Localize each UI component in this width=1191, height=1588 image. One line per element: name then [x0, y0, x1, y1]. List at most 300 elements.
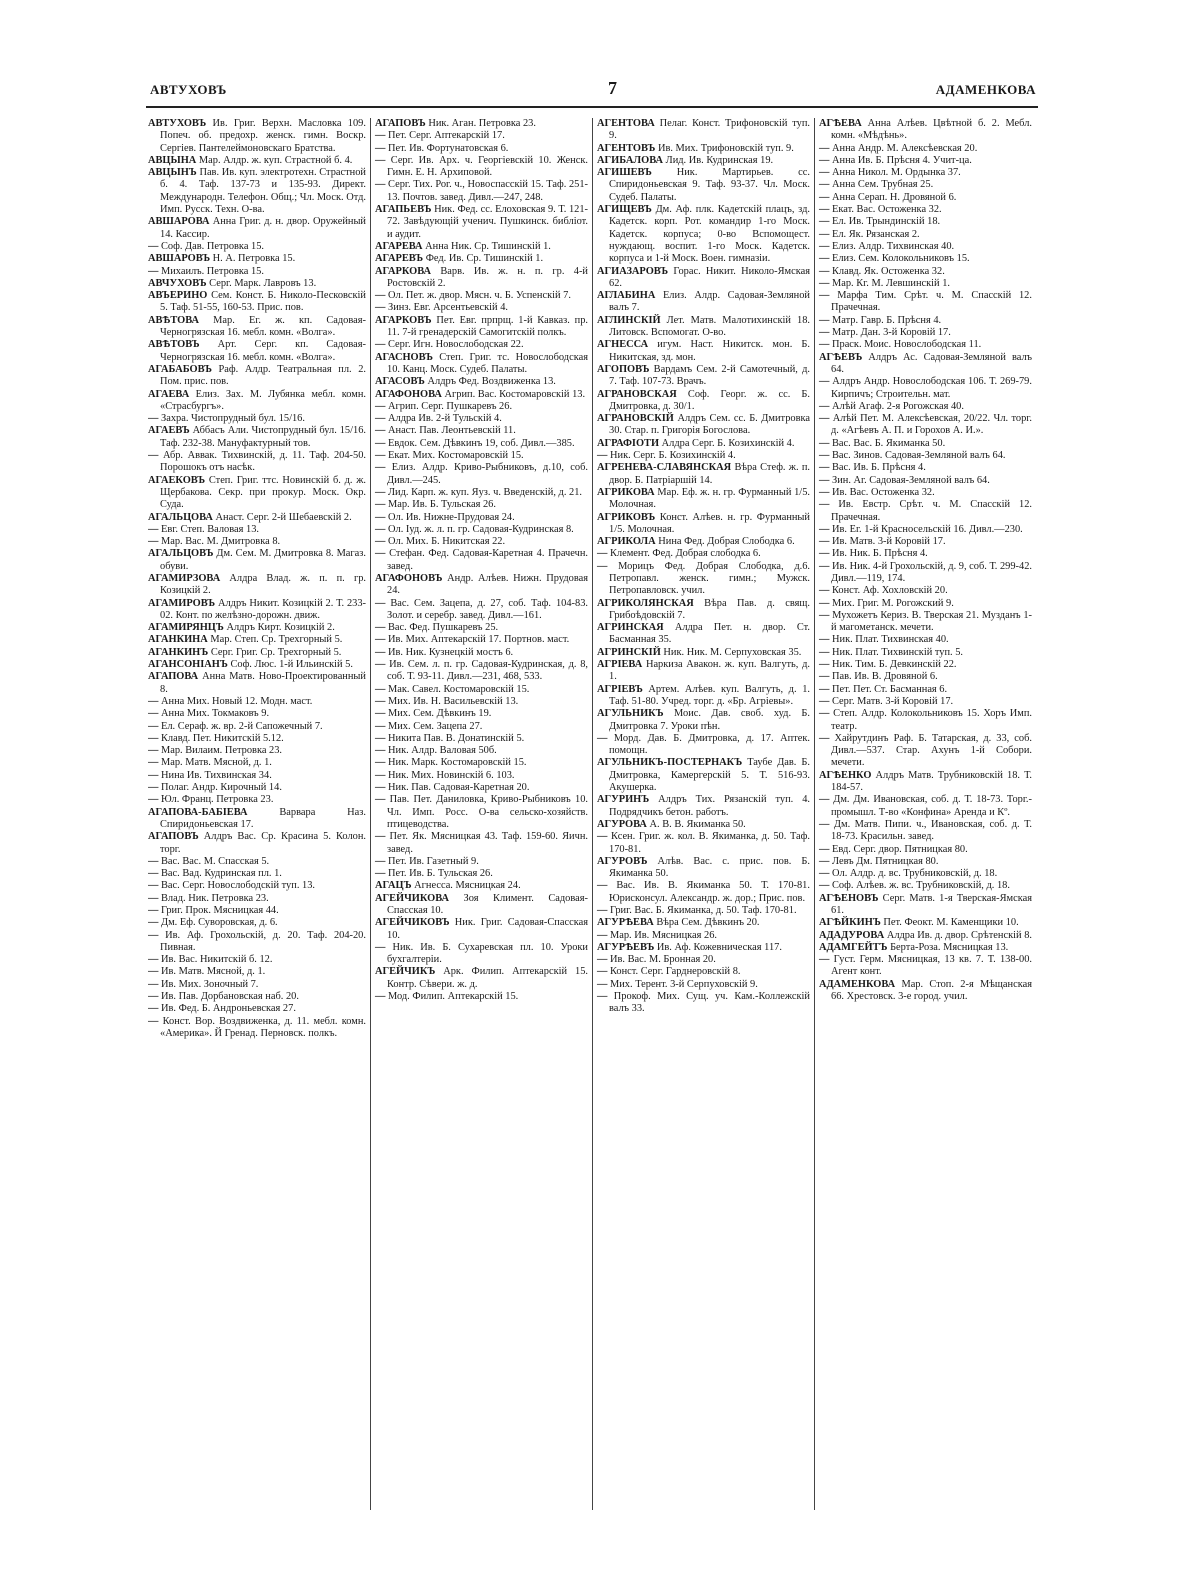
entry-heading: — — [819, 855, 830, 867]
directory-entry — [148, 721, 366, 733]
directory-entry — [375, 733, 588, 745]
directory-entry — [597, 413, 810, 438]
entry-text: Алдра Влад. ж. п. п. гр. Козицкій 2. — [160, 572, 366, 597]
directory-entry — [819, 229, 1032, 241]
directory-entry — [148, 339, 366, 364]
directory-entry — [148, 930, 366, 955]
entry-heading: — — [819, 462, 830, 474]
entry-heading: АГАЕВЪ — [148, 425, 190, 437]
directory-entry — [597, 155, 810, 167]
directory-entry — [148, 708, 366, 720]
entry-text: Вѣра Сем. Дѣвкинъ 20. — [656, 917, 760, 929]
entry-heading: — — [375, 486, 386, 498]
entry-heading: — — [375, 868, 386, 880]
header-last-entry: АДАМЕНКОВА — [935, 82, 1036, 97]
entry-text: Вас. Вас. М. Спасская 5. — [161, 855, 270, 867]
entry-text: Марфа Тим. Срѣт. ч. М. Спасскій 12. Прачечная. — [831, 290, 1032, 314]
entry-heading: АГУРѢЕВЪ — [597, 941, 655, 953]
entry-text: Ник. Аган. Петровка 23. — [428, 118, 536, 129]
entry-text: Мих. Ив. Н. Васильевскій 13. — [388, 695, 519, 707]
entry-text: Серг. Матв. 1-я Тверская-Ямская 61. — [831, 892, 1032, 916]
directory-entry — [819, 548, 1032, 560]
entry-text: Вас. Вад. Кудринская пл. 1. — [161, 868, 282, 880]
entry-heading: АГЕЙЧИКЪ — [375, 966, 436, 978]
entry-text: Вардамъ Сем. 2-й Самотечный, д. 7. Таф. 107-73. Врачъ. — [609, 363, 810, 388]
entry-heading: АГРИКОВЪ — [597, 511, 656, 523]
page-number: 7 — [608, 78, 617, 98]
entry-text: Мар. Ив. Мясницкая 26. — [610, 929, 718, 941]
directory-entry — [375, 241, 588, 253]
entry-text: Пет. Евг. прпрщ. 1-й Кавказ. пр. 11. 7-й гренадерскій Самогитскій полкъ. — [387, 314, 588, 339]
entry-text: Евг. Степ. Валовая 13. — [161, 523, 259, 535]
entry-heading: АГИШЕВЪ — [597, 167, 652, 179]
entry-text: Дм. Еф. Суворовская, д. 6. — [161, 917, 278, 929]
directory-entry — [148, 155, 366, 167]
entry-heading: АВЧУХОВЪ — [148, 277, 207, 289]
entry-text: Зинз. Евг. Арсентьевскій 4. — [388, 302, 509, 314]
entry-text: Алѣй Пет. М. Алексѣевская, 20/22. Чл. торг. д. «Агѣевъ А. П. и Горохов А. И.». — [831, 413, 1032, 437]
entry-text: Анаст. Пав. Леонтьевскій 11. — [388, 425, 516, 437]
entry-text: Мих. Сем. Зацепа 27. — [388, 720, 483, 732]
directory-entry — [375, 991, 588, 1003]
directory-entry — [148, 696, 366, 708]
entry-heading: — — [148, 450, 159, 462]
entry-text: Дм. Матв. Пипи. ч., Ивановская, соб. д. Т. 18-73. Красильн. завед. — [831, 818, 1032, 843]
entry-text: А. В. В. Якиманка 50. — [649, 818, 746, 830]
directory-entry — [375, 438, 588, 450]
directory-entry — [819, 204, 1032, 216]
entry-text: Серг. Григ. Ср. Трехгорный 5. — [210, 646, 342, 658]
entry-heading: АГАРКОВА — [375, 265, 431, 277]
directory-entry — [819, 315, 1032, 327]
entry-heading: АГЛИНСКІЙ — [597, 314, 661, 326]
entry-heading: АГАНСОНІАНЪ — [148, 659, 228, 671]
entry-heading: — — [148, 905, 159, 916]
entry-text: Алдръ Никит. Козицкій 2. Т. 233-02. Конт. по желѣзно-дорожн. движ. — [160, 597, 366, 621]
entry-heading: АГѢЕВЪ — [819, 351, 863, 363]
entry-text: Серг. Марк. Лавровъ 13. — [209, 277, 317, 289]
directory-entry — [597, 438, 810, 450]
entry-text: Варв. Ив. ж. н. п. гр. 4-й Ростовскій 2. — [387, 265, 588, 289]
entry-heading: — — [148, 794, 159, 806]
directory-entry — [819, 278, 1032, 290]
entry-text: Ник. Плат. Тихвинская 40. — [832, 634, 949, 646]
columns — [148, 118, 1038, 1510]
directory-entry — [597, 487, 810, 512]
directory-entry — [597, 204, 810, 265]
entry-heading: — — [597, 880, 608, 892]
entry-text: Анна Матв. Ново-Проектированный 8. — [160, 671, 366, 695]
entry-text: Мар. Ив. Б. Тульская 26. — [388, 499, 496, 511]
entry-text: Мар. Ег. ж. кп. Садовая-Черногрязская 16. мебл. комн. «Волга». — [160, 314, 366, 339]
directory-entry — [819, 339, 1032, 351]
directory-entry — [597, 364, 810, 389]
directory-entry — [819, 561, 1032, 586]
directory-entry — [148, 364, 366, 389]
directory-entry — [819, 487, 1032, 499]
directory-entry — [375, 339, 588, 351]
entry-text: Ив. Вас. М. Бронная 20. — [610, 954, 716, 966]
entry-text: Нина Фед. Добрая Слободка 6. — [658, 536, 795, 548]
entry-heading: — — [375, 536, 386, 548]
entry-heading: — — [148, 745, 159, 757]
directory-entry — [597, 942, 810, 954]
directory-entry — [148, 659, 366, 671]
directory-entry — [148, 413, 366, 425]
directory-entry — [597, 561, 810, 598]
directory-entry — [819, 143, 1032, 155]
entry-text: Ол. Іуд. ж. л. п. гр. Садовая-Кудринская 8. — [388, 523, 574, 535]
directory-entry — [148, 807, 366, 832]
entry-text: Стефан. Фед. Садовая-Каретная 4. Прачечн. завед. — [387, 548, 588, 572]
directory-entry — [597, 118, 810, 143]
entry-heading: — — [375, 597, 386, 609]
directory-entry — [819, 942, 1032, 954]
entry-heading: — — [819, 609, 830, 621]
directory-entry — [819, 438, 1032, 450]
entry-heading: — — [819, 646, 830, 658]
directory-entry — [819, 376, 1032, 401]
entry-text: Никита Пав. В. Донатинскій 5. — [388, 732, 525, 744]
entry-text: Соф. Дав. Петровка 15. — [161, 240, 265, 252]
entry-heading: АГРИКОВА — [597, 486, 655, 498]
entry-heading: АГАЕКОВЪ — [148, 474, 206, 486]
entry-text: Степ. Григ. ттс. Новинскій б. д. ж. Щербакова. Секр. при прокур. Моск. Окр. Суда. — [160, 474, 366, 511]
entry-heading: — — [375, 708, 386, 720]
entry-heading: — — [819, 191, 830, 203]
directory-entry — [597, 979, 810, 991]
directory-entry — [819, 610, 1032, 635]
directory-entry — [375, 548, 588, 573]
entry-heading: — — [375, 683, 386, 695]
entry-heading: АГАПЬЕВЪ — [375, 204, 432, 216]
entry-text: Хайрутдинъ Раф. Б. Татарская, д. 33, соб. Дивл.—537. Стар. Ахунъ 1-й Собори. мечети. — [831, 732, 1032, 769]
entry-text: Клавд. Пет. Никитскій 5.12. — [161, 732, 284, 744]
entry-heading: — — [597, 831, 608, 843]
directory-entry — [375, 573, 588, 598]
directory-entry — [819, 917, 1032, 929]
entry-heading: — — [819, 290, 830, 302]
entry-heading: — — [819, 253, 830, 265]
entry-heading: АГАПОВЪ — [148, 831, 199, 843]
entry-text: Алдръ Ас. Садовая-Земляной валъ 64. — [831, 351, 1032, 375]
entry-heading: АВШАРОВЪ — [148, 253, 211, 265]
entry-text: Алдра Серг. Б. Козихинскій 4. — [661, 437, 795, 449]
entry-heading: — — [819, 732, 830, 744]
directory-entry — [148, 290, 366, 315]
entry-heading: — — [819, 868, 830, 880]
entry-text: Ив. Вас. Остоженка 32. — [832, 486, 935, 498]
directory-entry — [148, 917, 366, 929]
entry-text: Ив. Ник. Б. Прѣсня 4. — [832, 548, 928, 560]
entry-heading: — — [148, 929, 159, 941]
entry-heading: — — [375, 757, 386, 769]
entry-heading: — — [375, 732, 386, 744]
directory-entry — [819, 241, 1032, 253]
entry-heading: — — [375, 130, 386, 142]
entry-heading: АГЕНТОВА — [597, 118, 655, 129]
entry-text: Григ. Вас. Б. Якиманка, д. 50. Таф. 170-81. — [610, 905, 797, 916]
entry-heading: — — [375, 400, 386, 412]
entry-heading: — — [819, 634, 830, 646]
directory-entry — [148, 782, 366, 794]
entry-heading: — — [597, 954, 608, 966]
entry-heading: АГАМИРОВЪ — [148, 597, 216, 609]
entry-heading: — — [148, 757, 159, 769]
directory-entry — [597, 794, 810, 819]
entry-heading: — — [148, 536, 159, 548]
entry-heading: — — [375, 782, 386, 794]
entry-heading: АГРІЕВЪ — [597, 683, 643, 695]
directory-entry — [597, 512, 810, 537]
directory-entry — [375, 155, 588, 180]
entry-text: Алдра Ив. 2-й Тульскій 4. — [388, 413, 502, 425]
entry-text: Алдръ Тих. Рязанскій туп. 4. Подрядчикъ бетон. работъ. — [609, 794, 810, 818]
entry-heading: — — [819, 880, 830, 892]
entry-text: Ив. Григ. Верхн. Масловка 109. Попеч. об. предохр. женск. гимн. Воскр. Сергіев. Пантелеймоновскаго Братства. — [160, 118, 366, 154]
directory-entry — [148, 389, 366, 414]
directory-entry — [148, 1016, 366, 1041]
directory-entry — [597, 389, 810, 414]
directory-entry — [597, 905, 810, 917]
entry-heading: АГЕЙЧИКОВА — [375, 892, 449, 904]
entry-text: Пет. Ив. Б. Тульская 26. — [388, 868, 493, 880]
directory-entry — [597, 954, 810, 966]
entry-heading: АГРИНСКАЯ — [597, 622, 664, 634]
entry-text: Алдра Пет. н. двор. Ст. Басманная 35. — [609, 622, 810, 646]
entry-text: Дм. Аф. плк. Кадетскій плацъ, зд. Кадетск. корп. Рот. командир 1-го Моск. Кадетск. корпуса; 0-во Вспомощест. нуждающ. воспит. 1-го Моск. Кадетск. корпуса и 1-й Моск. Воен. гимназіи. — [609, 204, 810, 265]
entry-text: Сем. Конст. Б. Николо-Песковскій 5. Таф. 51-55, 160-53. Прис. пов. — [160, 290, 366, 314]
entry-heading: — — [148, 868, 159, 880]
directory-entry — [375, 942, 588, 967]
entry-text: Абр. Аввак. Тихвинскій, д. 11. Таф. 204-50. Порошокъ отъ насѣк. — [160, 450, 366, 474]
directory-entry — [819, 684, 1032, 696]
entry-heading: — — [819, 708, 830, 720]
entry-text: Екат. Вас. Остоженка 32. — [832, 204, 942, 216]
entry-heading: АГРАНОВСКАЯ — [597, 388, 677, 400]
directory-entry — [375, 130, 588, 142]
entry-text: Алдръ Кирт. Козицкій 2. — [226, 622, 335, 634]
directory-entry — [597, 856, 810, 881]
entry-text: Ол. Ив. Нижне-Прудовая 24. — [388, 511, 515, 523]
entry-heading: АГАПОВА — [148, 671, 199, 683]
directory-entry — [375, 450, 588, 462]
entry-heading: — — [819, 450, 830, 462]
entry-text: Ив. Ник. 4-й Грохольскій, д. 9, соб. Т. 299-42. Дивл.—119, 174. — [831, 560, 1032, 584]
entry-text: Елиз. Алдр. Садовая-Земляной валъ 7. — [609, 290, 810, 314]
entry-heading: АГАПОВА-БАБІЕВА — [148, 806, 248, 818]
directory-entry — [597, 831, 810, 856]
directory-entry — [597, 917, 810, 929]
entry-text: Мак. Савел. Костомаровскій 15. — [388, 683, 530, 695]
directory-entry — [148, 524, 366, 536]
entry-text: Ив. Пав. Дорбановская наб. 20. — [161, 991, 299, 1003]
entry-heading: — — [375, 646, 386, 658]
entry-heading: — — [819, 597, 830, 609]
directory-entry — [819, 450, 1032, 462]
entry-heading: АВѢТОВЪ — [148, 339, 200, 351]
entry-heading: — — [819, 548, 830, 560]
entry-heading: — — [375, 548, 386, 560]
entry-text: Клемент. Фед. Добрая слободка 6. — [610, 548, 761, 560]
directory-entry — [375, 598, 588, 623]
directory-entry — [148, 241, 366, 253]
directory-entry — [819, 352, 1032, 377]
entry-text: Анна Ник. Ср. Тишинскій 1. — [425, 240, 551, 252]
entry-heading: — — [597, 450, 608, 462]
directory-entry — [148, 868, 366, 880]
entry-text: Вас. Ив. Б. Прѣсня 4. — [832, 462, 926, 474]
entry-heading: — — [597, 966, 608, 978]
entry-heading: — — [375, 425, 386, 437]
directory-entry — [597, 290, 810, 315]
entry-text: Ив. Евстр. Срѣт. ч. М. Спасскій 12. Прачечная. — [831, 499, 1032, 523]
entry-text: Елиз. Зах. М. Лубянка мебл. комн. «Страсбургъ». — [160, 388, 366, 412]
directory-entry — [148, 634, 366, 646]
entry-heading: — — [375, 523, 386, 535]
directory-entry — [148, 966, 366, 978]
entry-heading: — — [375, 634, 386, 646]
column-1 — [148, 118, 370, 1510]
directory-entry — [375, 376, 588, 388]
entry-heading: — — [148, 954, 159, 966]
entry-heading: АГАБАБОВЪ — [148, 363, 212, 375]
entry-text: Матр. Дан. 3-й Коровій 17. — [832, 327, 951, 339]
entry-text: Конст. Алѣев. н. гр. Фурманный 1/5. Молочная. — [609, 511, 810, 535]
entry-heading: АВЪЕРИНО — [148, 290, 208, 302]
entry-heading: — — [148, 1015, 159, 1027]
directory-entry — [597, 536, 810, 548]
directory-entry — [148, 450, 366, 475]
entry-text: Ник. Ив. Б. Сухаревская пл. 10. Уроки бухгалтеріи. — [387, 941, 588, 966]
entry-heading: — — [148, 695, 159, 707]
entry-heading: АГЛАБИНА — [597, 290, 656, 302]
entry-text: Мих. Григ. М. Рогожский 9. — [832, 597, 954, 609]
entry-heading: — — [819, 413, 830, 425]
entry-text: Вѣра Пав. д. свящ. Грибоѣдовскій 7. — [609, 597, 810, 621]
directory-entry — [819, 659, 1032, 671]
entry-text: Мих. Терент. 3-й Серпуховскій 9. — [610, 978, 758, 990]
entry-text: Агрип. Серг. Пушкаревъ 26. — [388, 400, 513, 412]
entry-text: Моис. Дав. своб. худ. Б. Дмитровка 7. Уроки пѣн. — [609, 708, 810, 732]
entry-heading: — — [148, 720, 159, 732]
header-rule — [146, 106, 1038, 108]
entry-text: Пет. Як. Мясницкая 43. Таф. 159-60. Яичн. завед. — [387, 831, 588, 855]
directory-entry — [148, 831, 366, 856]
entry-text: Евд. Серг. двор. Пятницкая 80. — [832, 843, 968, 855]
entry-heading: — — [819, 327, 830, 339]
entry-heading: — — [148, 413, 159, 425]
entry-text: Ник. Алдр. Валовая 50б. — [388, 745, 497, 757]
entry-text: Таубе Дав. Б. Дмитровка, Камергерскій 5. Т. 516-93. Акушерка. — [609, 757, 810, 794]
entry-text: игум. Наст. Никитск. мон. Б. Никитская, зд. мон. — [609, 339, 810, 363]
directory-entry — [375, 659, 588, 684]
directory-entry — [597, 622, 810, 647]
entry-text: Ол. Мих. Б. Никитская 22. — [388, 536, 506, 548]
directory-entry — [375, 868, 588, 880]
entry-heading: — — [819, 376, 830, 388]
entry-text: Алдръ Фед. Воздвиженка 13. — [427, 376, 556, 388]
entry-text: Мухожетъ Кериз. В. Тверская 21. Музданъ 1-й магометанск. мечети. — [831, 609, 1033, 634]
entry-heading: — — [819, 794, 830, 806]
directory-entry — [375, 831, 588, 856]
entry-text: Мод. Филип. Аптекарскій 15. — [388, 991, 519, 1003]
entry-text: Ник. Ник. М. Серпуховская 35. — [663, 646, 802, 658]
entry-heading: — — [148, 892, 159, 904]
directory-entry — [148, 216, 366, 241]
directory-entry — [819, 585, 1032, 597]
entry-text: Артем. Алѣев. куп. Валгуть, д. 1. Таф. 51-80. Учред. торг. д. «Бр. Агріевы». — [609, 683, 810, 707]
entry-text: Клавд. Як. Остоженка 32. — [832, 265, 945, 277]
entry-heading: — — [375, 302, 386, 314]
entry-heading: — — [819, 671, 830, 683]
directory-entry — [597, 991, 810, 1016]
entry-text: Дм. Сем. М. Дмитровка 8. Магаз. обуви. — [160, 548, 366, 572]
directory-entry — [148, 548, 366, 573]
entry-heading: АГАРЕВА — [375, 240, 423, 252]
directory-entry — [375, 253, 588, 265]
entry-text: Вас. Зинов. Садовая-Земляной валъ 64. — [832, 450, 1006, 462]
directory-entry — [375, 634, 588, 646]
directory-entry — [819, 979, 1032, 1004]
entry-text: Вас. Ив. В. Якиманка 50. Т. 170-81. Юрисконсул. Александр. ж. дор.; Прис. пов. — [609, 880, 810, 904]
entry-heading: — — [375, 991, 386, 1003]
entry-heading: АГРАНОВСКІЙ — [597, 413, 674, 425]
directory-entry — [148, 512, 366, 524]
entry-text: Арт. Серг. кп. Садовая-Черногрязская 16. мебл. комн. «Волга». — [160, 339, 366, 363]
entry-heading: АГАРЕВЪ — [375, 253, 424, 265]
entry-text: Вас. Сем. Зацепа, д. 27, соб. Таф. 104-83. Золот. и серебр. завед. Дивл.—161. — [387, 597, 588, 621]
entry-heading: — — [819, 659, 830, 671]
entry-heading: АГУРИНЪ — [597, 794, 650, 806]
directory-entry — [819, 266, 1032, 278]
directory-entry — [148, 757, 366, 769]
entry-text: Пав. Пет. Даниловка, Криво-Рыбниковъ 10. Чл. Имп. Росс. О-ва сельско-хозяйств. птицеводства. — [387, 794, 588, 830]
directory-entry — [375, 893, 588, 918]
entry-heading: — — [597, 978, 608, 990]
entry-heading: АГУЛЬНИКЪ — [597, 708, 664, 720]
directory-entry — [597, 684, 810, 709]
entry-heading: — — [819, 204, 830, 216]
directory-entry — [819, 794, 1032, 819]
entry-text: Евдок. Сем. Дѣвкинъ 19, соб. Дивл.—385. — [388, 437, 575, 449]
directory-entry — [819, 401, 1032, 413]
entry-text: Пав. Ив. куп. электротехн. Страстной б. 4. Таф. 137-73 и 135-93. Директ. Международн. Телефон. Общ.; Чл. Моск. Отд. Имп. Русск. Техн. О-ва. — [160, 167, 366, 216]
entry-text: Конст. Вор. Воздвиженка, д. 11. мебл. комн. «Америка». Й Гренад. Перновск. полкъ. — [160, 1015, 366, 1039]
entry-heading: — — [819, 277, 830, 289]
entry-text: Аббасъ Али. Чистопрудный бул. 15/16. Таф. 232-38. Мануфактурный тов. — [160, 425, 366, 449]
entry-heading: — — [819, 695, 830, 707]
entry-text: Фед. Ив. Ср. Тишинскій 1. — [425, 253, 544, 265]
entry-text: Юл. Франц. Петровка 23. — [161, 794, 274, 806]
entry-heading: АГАФОНОВЪ — [375, 572, 443, 584]
entry-heading: — — [375, 450, 386, 462]
entry-text: Ив. Вас. Никитскій б. 12. — [161, 954, 273, 966]
entry-heading: АГАФОНОВА — [375, 388, 442, 400]
directory-entry — [148, 880, 366, 892]
entry-heading: — — [819, 954, 830, 966]
entry-heading: АГРАФІОТИ — [597, 437, 660, 449]
entry-heading: — — [819, 523, 830, 535]
directory-entry — [819, 118, 1032, 143]
directory-entry — [597, 143, 810, 155]
entry-text: Вас. Серг. Новослободскій туп. 13. — [161, 880, 315, 892]
entry-text: Елиз. Сем. Колокольниковъ 15. — [832, 253, 970, 265]
directory-entry — [375, 487, 588, 499]
entry-heading: АГѢЙКИНЪ — [819, 917, 881, 929]
directory-entry — [819, 954, 1032, 979]
directory-entry — [375, 204, 588, 241]
